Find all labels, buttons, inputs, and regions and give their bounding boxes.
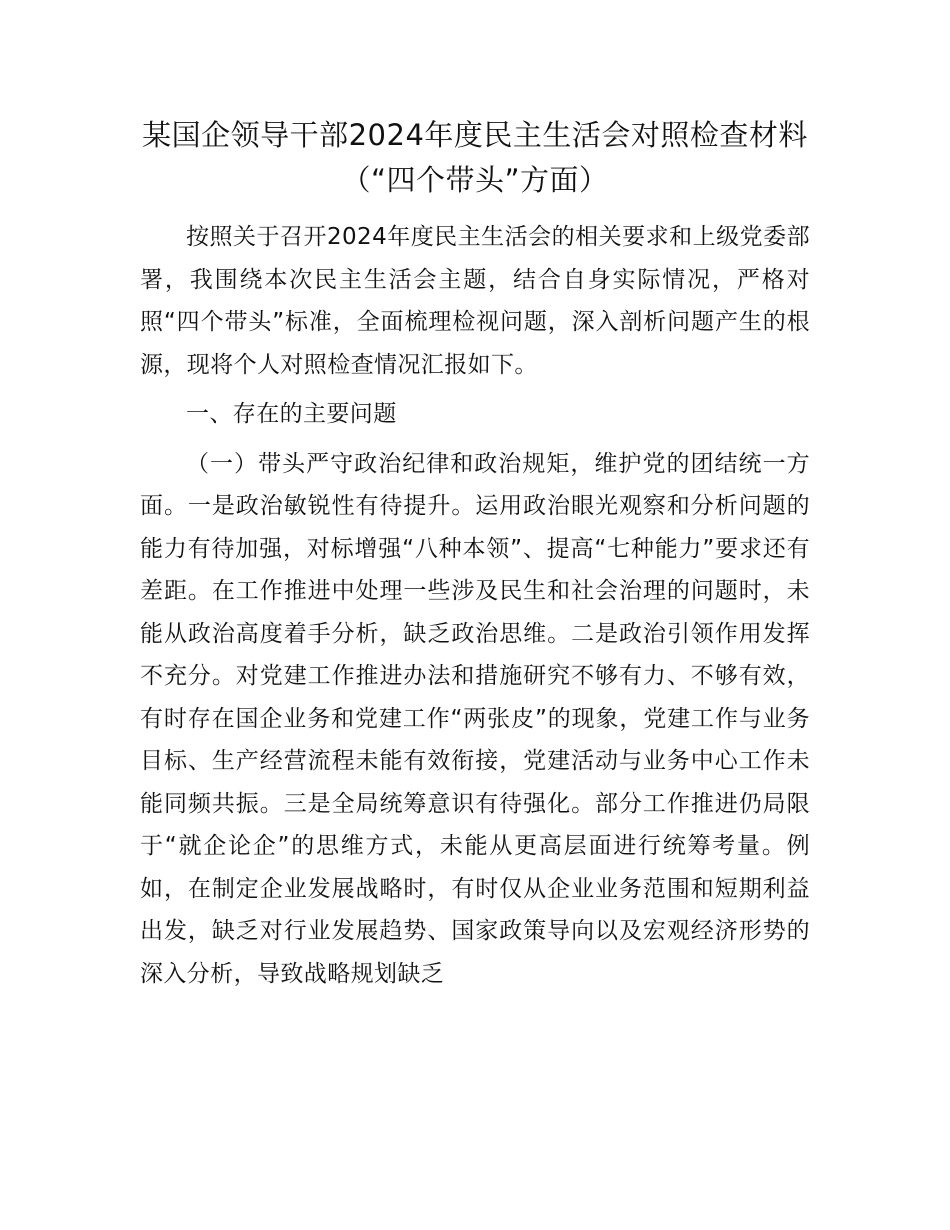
body-paragraph: （一）带头严守政治纪律和政治规矩，维护党的团结统一方面。一是政治敏锐性有待提升。运用政治眼光观察和分析问题的能力有待加强，对标增强“八种本领”、提高“七种能力”要求还有差距。在工作推进中处理一些涉及民生和社会治理的问题时，未能从政治高度着手分析，缺乏政治思维。二是政治引领作用发挥不充分。对党建工作推进办法和措施研究不够有力、不够有效，有时存在国企业务和党建工作“两张皮”的现象，党建工作与业务目标、生产经营流程未能有效衔接，党建活动与业务中心工作未能同频共振。三是全局统筹意识有待强化。部分工作推进仍局限于“就企论企”的思维方式，未能从更高层面进行统筹考量。例如，在制定企业发展战略时，有时仅从企业业务范围和短期利益出发，缺乏对行业发展趋势、国家政策导向以及宏观经济形势的深入分析，导致战略规划缺乏	[140, 450, 810, 987]
section-heading: 一、存在的主要问题	[186, 401, 397, 427]
document-body	[140, 216, 810, 995]
intro-paragraph: 按照关于召开2024年度民主生活会的相关要求和上级党委部署，我围绕本次民主生活会主题，结合自身实际情况，严格对照“四个带头”标准，全面梳理检视问题，深入剖析问题产生的根源，现将个人对照检查情况汇报如下。	[140, 224, 810, 378]
document-title: 某国企领导干部2024年度民主生活会对照检查材料（“四个带头”方面）	[142, 118, 808, 197]
